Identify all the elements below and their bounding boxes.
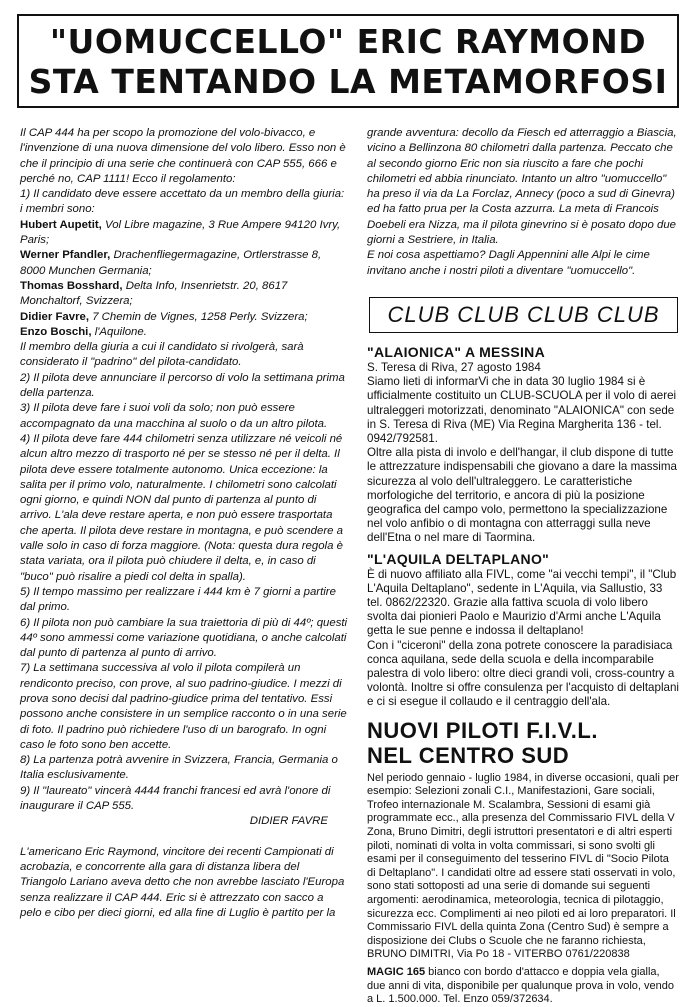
alaionica-paragraph: Oltre alla pista di involo e dell'hangar, il club dispone di tutte le attrezzature indispensabili che giovano a dare la massima sicurezza al volo dell'ultraleggero. Le caratteristiche morfologiche del territorio, e ancora di più la posizione geografica del campo volo, permettono la specializzazione nel volo anfibio o di montagna con atterraggi sulla neve dell'Etna o nel mare di Taormina. [367, 446, 677, 545]
rule-paragraph: 9) Il "laureato" vincerà 4444 franchi francesi ed avrà l'onore di inaugurare il CAP 555. [20, 784, 331, 813]
aquila-heading: "L'AQUILA DELTAPLANO" [367, 550, 550, 567]
rule-paragraph: 4) Il pilota deve fare 444 chilometri senza utilizzare né veicoli né alcun altro mezzo di trasporto né per se stesso né per il delta. Il pilota deve essere totalmente autonomo. Unica eccezione: la salita per il primo volo, naturalmente. I chilometri sono calcolati ogni giorno, e quindi NON dal punto di partenza al punto di arrivo. L'ala deve restare aperta, e non può essere trasportata che aperta. Il pilota deve restare in montagna, e può scendere a valle solo in caso di forza maggiore. (Nota: questa dura regola è stata variata, ora il pilota può chiudere il delta, e, in caso di "buco" può risalire a piedi col delta in spalla). [20, 432, 343, 583]
jury-member [20, 325, 348, 340]
jury-member [20, 218, 348, 249]
jury-name: Werner Pfandler, [20, 249, 111, 262]
alaionica-heading: "ALAIONICA" A MESSINA [367, 343, 545, 360]
headline-box [17, 14, 679, 108]
jury-address: Delta Info, Insenrietstr. 20, 8617 Monchaltorf, Svizzera; [20, 279, 288, 308]
alaionica-paragraph: Siamo lieti di informarVi che in data 30 luglio 1984 si è ufficialmente costituito un CLUB-SCUOLA per il volo di aerei ultraleggeri motorizzati, denominato "ALAIONICA" con sede in S. Teresa di Riva (ME) Via Regina Margherita 136 - tel. 0942/792581. [367, 375, 677, 445]
club-banner: CLUB CLUB CLUB CLUB [369, 297, 678, 333]
signature: DIDIER FAVRE [249, 815, 328, 828]
jury-name: Enzo Boschi, [20, 325, 92, 338]
rule-paragraph: 6) Il pilota non può cambiare la sua traiettoria di più di 44º; questi 44º sono ammessi come variazione quotidiana, o anche calcolati dal punto di partenza al punto di arrivo. [20, 616, 348, 660]
jury-member [20, 279, 348, 310]
rule-paragraph: 3) Il pilota deve fare i suoi voli da solo; non può essere accompagnato da una macchina al suolo o da un altro pilota. [20, 402, 328, 430]
rule-paragraph: 2) Il pilota deve annunciare il percorso di volo la settimana prima della partenza. [20, 371, 345, 400]
jury-member [20, 310, 348, 325]
right-column [367, 126, 680, 1007]
ad-title: MAGIC 165 [367, 965, 426, 978]
jury-name: Didier Favre, [20, 310, 90, 323]
rule-1: 1) Il candidato deve essere accettato da un membro della giuria: i membri sono: [20, 188, 345, 216]
aquila-paragraph: È di nuovo affiliato alla FIVL, come "ai vecchi tempi", il "Club L'Aquila Deltaplano", sedente in L'Aquila, via Sallustio, 33 tel. 0862/22320. Grazie alla fattiva scuola di volo libero svolta dai pionieri Paolo e Maurizio d'Armi anche L'Aquila getta le sue penne e indossa il deltaplano! [367, 567, 677, 638]
nuovi-heading-line-2: NEL CENTRO SUD [367, 742, 570, 768]
nuovi-piloti-heading [367, 718, 680, 768]
rule-paragraph: 5) Il tempo massimo per realizzare i 444 km è 7 giorni a partire dal primo. [20, 585, 336, 614]
story-ending: E noi cosa aspettiamo? Dagli Appennini alle Alpi le cime invitano anche i nostri piloti a diventare "uomuccello". [367, 249, 650, 277]
headline-line-2: STA TENTANDO LA METAMORFOSI [28, 62, 668, 101]
nuovi-heading-line-1: NUOVI PILOTI F.I.V.L. [367, 717, 598, 743]
headline-line-1: "UOMUCCELLO" ERIC RAYMOND [49, 22, 647, 61]
jury-address: 7 Chemin de Vignes, 1258 Perly. Svizzera; [92, 310, 308, 323]
jury-name: Thomas Bosshard, [20, 279, 123, 292]
intro-paragraph: Il CAP 444 ha per scopo la promozione del volo-bivacco, e l'invenzione di una nuova dimensione del volo libero. Esso non è che il principio di una serie che continuerà con CAP 555, 666 e perché no, CAP 1111! Ecco il regolamento: [20, 127, 346, 185]
ad-text: bianco con bordo d'attacco e doppia vela gialla, due anni di vita, disponibile per qualunque prova in volo, vendo a L. 1.500.000. Tel. Enzo 059/372634. [367, 965, 674, 1006]
story-continued: grande avventura: decollo da Fiesch ed atterraggio a Biascia, vicino a Bellinzona 80 chilometri dalla partenza. Peccato che al secondo giorno Eric non sia riuscito a fare che pochi chilometri ed abbia rinunciato. Intanto un altro "uomuccello" ha preso il via da La Forclaz, Annecy (poco a sud di Ginevra) ed ha fatto prua per la Costa azzurra. La meta di Francois Doebeli era Nizza, ma il pilota ginevrino si è posato dopo due giorni a Sestriere, in Italia. [367, 127, 677, 247]
story-paragraph: L'americano Eric Raymond, vincitore dei recenti Campionati di acrobazia, e concorrente alla gara di distanza libera del Triangolo Lariano aveva detto che non avrebbe lasciato l'Europa senza realizzare il CAP 444. Eric si è attrezzato con sacco a pelo e cibo per dieci giorni, ed alla fine di Luglio è partito per la [20, 845, 345, 919]
jury-name: Hubert Aupetit, [20, 218, 102, 231]
left-column [20, 126, 348, 921]
aquila-paragraph: Con i "ciceroni" della zona potrete conoscere la paradisiaca conca aquilana, sede della scuola e della incomparabile palestra di volo libero: oltre dieci grandi voli, cross-country a volontà. Inoltre si offre consulenza per l'acquisto di deltaplani e ci si esegue il collaudo e il centraggio dell'ala. [367, 638, 680, 709]
jury-address: l'Aquilone. [94, 325, 147, 338]
rule-paragraph: 7) La settimana successiva al volo il pilota compilerà un rendiconto preciso, con prove, al suo padrino-giudice. I mezzi di prova sono decisi dal padrino-giudice prima del tentativo. Essi possono anche consistere in un semplice racconto o in una serie di foto. Il padrino può richiedere l'uso di un barografo. In ogni caso le foto sono ben accette. [20, 662, 347, 751]
paragraph-gap [20, 830, 348, 845]
jury-member [20, 248, 348, 279]
rule-paragraph: 8) La partenza potrà avvenire in Svizzera, Francia, Germania o Italia esclusivamente. [20, 754, 338, 782]
rule-paragraph: Il membro della giuria a cui il candidato si rivolgerà, sarà considerato il "padrino" del pilota-candidato. [20, 341, 304, 369]
classified-ad [367, 966, 680, 1007]
nuovi-paragraph: Nel periodo gennaio - luglio 1984, in diverse occasioni, quali per esempio: Selezioni zonali C.I., Manifestazioni, Gare sociali, Trofeo internazionale M. Scalambra, Sessioni di esami già programmate ecc., alla presenza del Commissario FIVL della V Zona, Bruno Dimitri, degli istruttori presentatori e di altri esperti piloti, nominati di volta in volta commissari, si sono svolti gli esami per il conseguimento del tesserino FIVL di "Socio Pilota di Deltaplano". I candidati oltre ad essere stati osservati in volo, sono stati sottoposti ad una serie di domande sui seguenti argomenti: aerodinamica, meteorologia, tecnica di pilotaggio, sicurezza ecc. Complimenti ai neo piloti ed ai loro preparatori. Il Commissario FIVL della quinta Zona (Centro Sud) è sempre a disposizione dei Clubs o Scuole che ne faranno richiesta, BRUNO DIMITRI, Via Po 18 - VITERBO 0761/220838 [367, 771, 679, 961]
jury-address: Vol Libre magazine, 3 Rue Ampere 94120 Ivry, Paris; [20, 218, 341, 247]
alaionica-dateline: S. Teresa di Riva, 27 agosto 1984 [367, 360, 541, 374]
jury-address: Drachenfliegermagazine, Ortlerstrasse 8, 8000 Munchen Germania; [20, 249, 322, 277]
